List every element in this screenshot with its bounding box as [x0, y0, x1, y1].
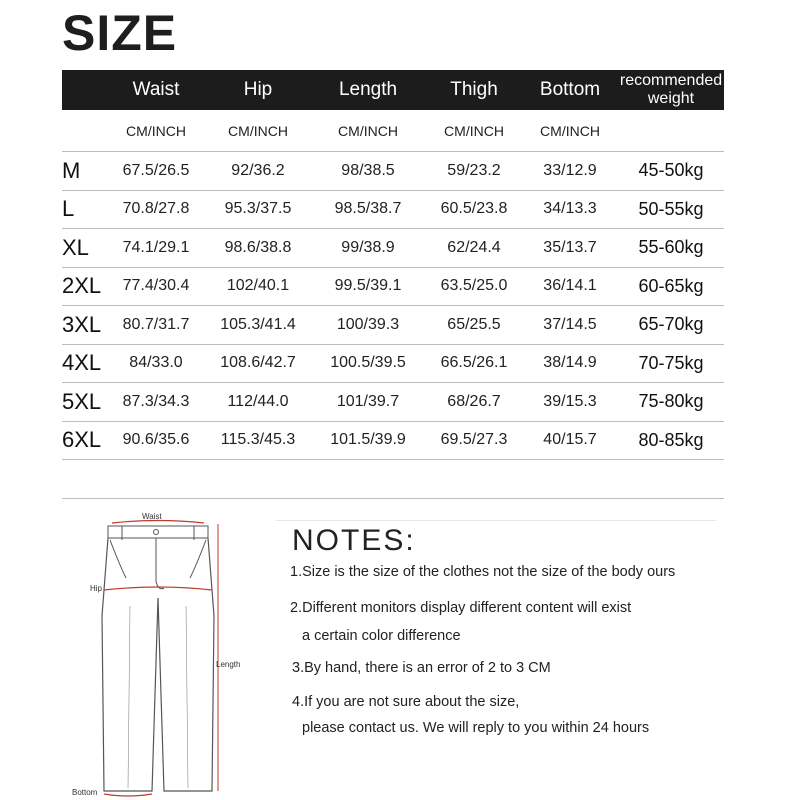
- page-title: SIZE: [62, 5, 178, 61]
- cell-weight: 55-60kg: [638, 237, 704, 258]
- cell-hip: 105.3/41.4: [220, 315, 296, 333]
- note-4: 4.If you are not sure about the size,: [292, 694, 520, 710]
- cell-length: 101.5/39.9: [330, 431, 406, 449]
- diagram-label-length: Length: [216, 660, 241, 669]
- note-2-continued: a certain color difference: [302, 628, 461, 644]
- cell-length: 99.5/39.1: [334, 277, 402, 295]
- cell-hip: 115.3/45.3: [220, 431, 296, 449]
- cell-bottom: 37/14.5: [543, 315, 597, 333]
- table-header: [62, 70, 724, 110]
- cell-weight: 65-70kg: [638, 314, 704, 335]
- unit-hip: CM/INCH: [228, 122, 288, 139]
- unit-thigh: CM/INCH: [444, 122, 504, 139]
- cell-bottom: 38/14.9: [543, 354, 597, 372]
- cell-bottom: 34/13.3: [543, 200, 597, 218]
- diagram-label-bottom: Bottom: [72, 788, 98, 797]
- unit-bottom: CM/INCH: [540, 122, 600, 139]
- header-weight-line1: recommended: [619, 72, 723, 89]
- note-3: 3.By hand, there is an error of 2 to 3 CM: [292, 660, 551, 676]
- cell-length: 101/39.7: [336, 392, 400, 410]
- table-row: [62, 191, 724, 230]
- cell-thigh: 62/24.4: [447, 238, 501, 256]
- header-length: Length: [338, 79, 398, 100]
- cell-waist: 87.3/34.3: [122, 392, 190, 410]
- header-hip: Hip: [243, 79, 273, 100]
- cell-length: 98/38.5: [341, 161, 395, 179]
- cell-weight: 50-55kg: [638, 198, 704, 219]
- note-2: 2.Different monitors display different content will exist: [290, 600, 632, 616]
- unit-waist: CM/INCH: [126, 122, 186, 139]
- table-row: [62, 152, 724, 191]
- cell-hip: 102/40.1: [226, 277, 290, 295]
- notes-title: NOTES:: [292, 524, 416, 557]
- cell-waist: 70.8/27.8: [122, 200, 190, 218]
- header-bottom: Bottom: [539, 79, 601, 100]
- cell-waist: 80.7/31.7: [122, 315, 190, 333]
- cell-weight: 70-75kg: [638, 352, 704, 373]
- cell-weight: 45-50kg: [638, 160, 704, 181]
- cell-thigh: 68/26.7: [447, 392, 501, 410]
- size-table: [62, 70, 724, 460]
- cell-size: 6XL: [62, 427, 102, 453]
- cell-size: 5XL: [62, 388, 102, 414]
- cell-thigh: 59/23.2: [447, 161, 501, 179]
- note-4-continued: please contact us. We will reply to you within 24 hours: [302, 720, 650, 736]
- cell-thigh: 66.5/26.1: [440, 354, 508, 372]
- units-row: [62, 110, 724, 152]
- diagram-label-hip: Hip: [90, 584, 103, 593]
- table-body: [62, 152, 724, 460]
- cell-bottom: 40/15.7: [543, 431, 597, 449]
- note-1: 1.Size is the size of the clothes not the size of the body ours: [290, 564, 676, 580]
- cell-length: 99/38.9: [341, 238, 395, 256]
- cell-length: 100/39.3: [336, 315, 400, 333]
- cell-bottom: 39/15.3: [543, 392, 597, 410]
- pants-illustration: [60, 506, 260, 800]
- cell-waist: 67.5/26.5: [122, 161, 190, 179]
- unit-length: CM/INCH: [338, 122, 398, 139]
- cell-length: 100.5/39.5: [330, 354, 406, 372]
- cell-size: M: [62, 157, 81, 183]
- cell-weight: 60-65kg: [638, 275, 704, 296]
- header-waist: Waist: [132, 79, 180, 100]
- table-row: [62, 306, 724, 345]
- cell-size: 3XL: [62, 311, 102, 337]
- section-divider: [62, 498, 724, 499]
- cell-waist: 84/33.0: [129, 354, 183, 372]
- table-row: [62, 229, 724, 268]
- header-thigh: Thigh: [450, 79, 498, 100]
- cell-waist: 74.1/29.1: [122, 238, 190, 256]
- cell-weight: 75-80kg: [638, 391, 704, 412]
- cell-size: XL: [62, 234, 89, 260]
- cell-bottom: 33/12.9: [543, 161, 597, 179]
- cell-hip: 112/44.0: [227, 392, 289, 410]
- notes-divider: [276, 520, 716, 521]
- cell-thigh: 60.5/23.8: [440, 200, 508, 218]
- cell-weight: 80-85kg: [638, 429, 704, 450]
- cell-thigh: 63.5/25.0: [440, 277, 508, 295]
- cell-bottom: 36/14.1: [543, 277, 597, 295]
- cell-hip: 108.6/42.7: [220, 354, 296, 372]
- header-weight-line2: weight: [647, 90, 695, 107]
- cell-hip: 92/36.2: [231, 161, 285, 179]
- table-row: [62, 345, 724, 384]
- header-recommended-weight: [618, 72, 724, 108]
- cell-hip: 98.6/38.8: [224, 238, 292, 256]
- cell-hip: 95.3/37.5: [224, 200, 292, 218]
- diagram-label-waist: Waist: [142, 512, 162, 521]
- table-row: [62, 383, 724, 422]
- pants-diagram: [60, 506, 260, 800]
- cell-size: 4XL: [62, 350, 102, 376]
- cell-waist: 77.4/30.4: [122, 277, 190, 295]
- table-row: [62, 422, 724, 461]
- cell-size: 2XL: [62, 273, 102, 299]
- table-row: [62, 268, 724, 307]
- cell-thigh: 69.5/27.3: [440, 431, 508, 449]
- cell-length: 98.5/38.7: [334, 200, 402, 218]
- cell-bottom: 35/13.7: [543, 238, 597, 256]
- cell-waist: 90.6/35.6: [122, 431, 190, 449]
- cell-thigh: 65/25.5: [447, 315, 501, 333]
- cell-size: L: [62, 196, 75, 222]
